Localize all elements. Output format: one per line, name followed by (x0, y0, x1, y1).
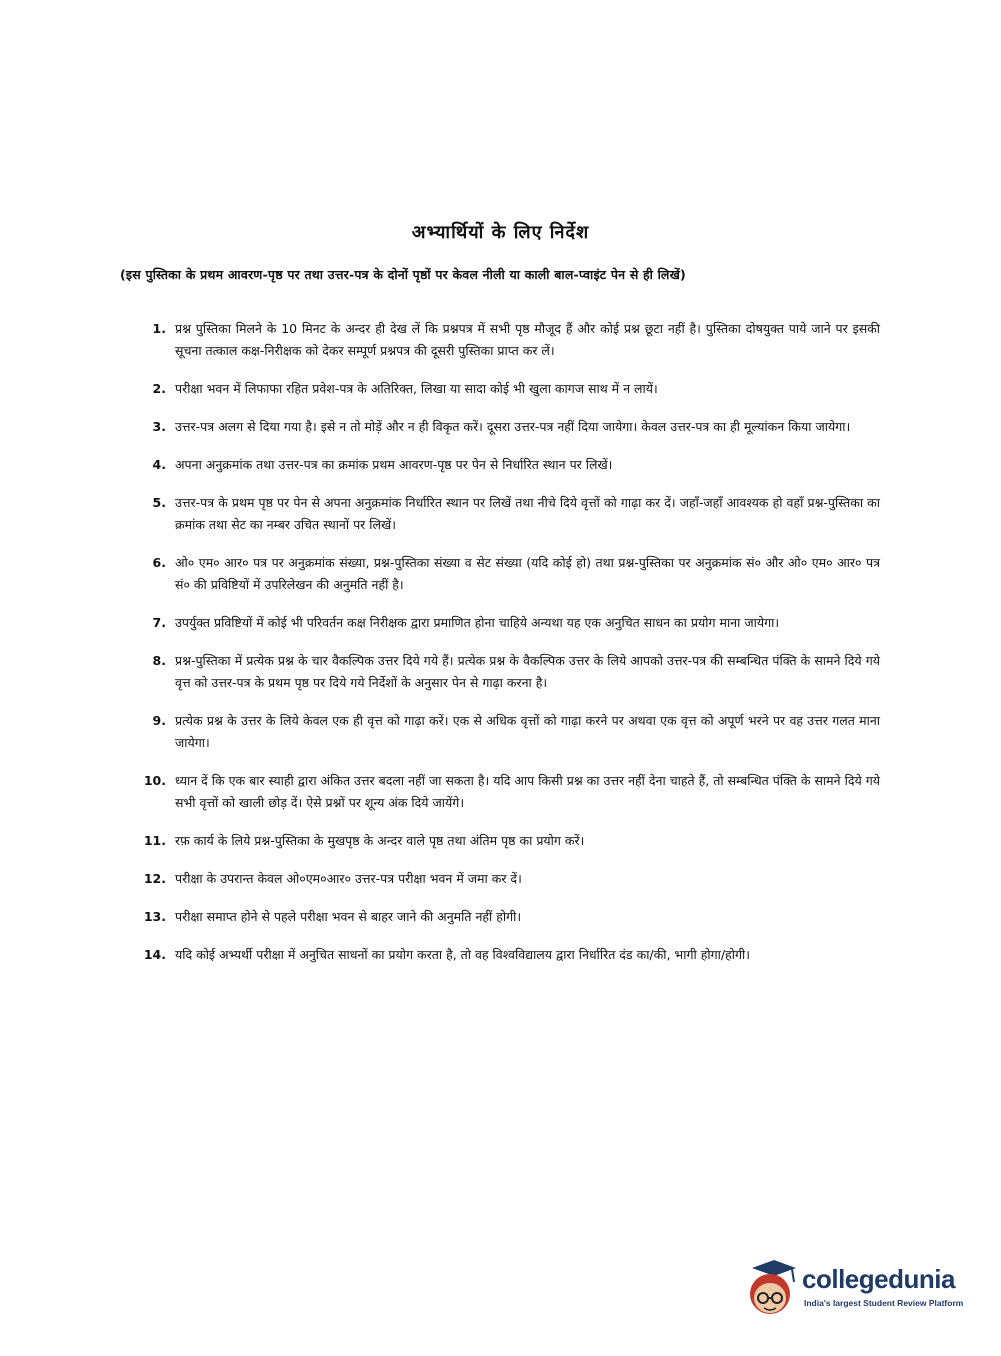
instruction-number: 7. (152, 615, 166, 630)
instruction-item (130, 612, 880, 634)
instruction-item (130, 650, 880, 694)
instruction-number: 3. (152, 419, 166, 434)
brand-tagline: India's largest Student Review Platform (804, 1298, 964, 1308)
instruction-text: परीक्षा भवन में लिफाफा रहित प्रवेश-पत्र के अतिरिक्त, लिखा या सादा कोई भी खुला कागज साथ में न लायें। (175, 381, 658, 396)
instruction-text: प्रत्येक प्रश्न के उत्तर के लिये केवल एक ही वृत्त को गाढ़ा करें। एक से अधिक वृत्तों को गाढ़ा करने पर अथवा एक वृत्त को अपूर्ण भरने पर वह उत्तर गलत माना जायेगा। (175, 713, 880, 750)
instruction-text: यदि कोई अभ्यर्थी परीक्षा में अनुचित साधनों का प्रयोग करता है, तो वह विश्वविद्यालय द्वारा निर्धारित दंड का/की, भागी होगा/होगी। (175, 947, 750, 962)
page-subtitle: (इस पुस्तिका के प्रथम आवरण-पृष्ठ पर तथा उत्तर-पत्र के दोनों पृष्ठों पर केवल नीली या काली बाल-प्वाइंट पेन से ही लिखें) (120, 267, 686, 282)
instruction-number: 5. (152, 495, 166, 510)
instruction-text: ओ० एम० आर० पत्र पर अनुक्रमांक संख्या, प्रश्न-पुस्तिका संख्या व सेट संख्या (यदि कोई हो) तथा प्रश्न-पुस्तिका पर अनुक्रमांक सं० और ओ० एम० आर० पत्र सं० की प्रविष्टियों में उपरिलेखन की अनुमति नहीं है। (175, 555, 880, 592)
instruction-item (130, 318, 880, 362)
instruction-text: उत्तर-पत्र अलग से दिया गया है। इसे न तो मोड़ें और न ही विकृत करें। दूसरा उत्तर-पत्र नहीं दिया जायेगा। केवल उत्तर-पत्र का ही मूल्यांकन किया जायेगा। (175, 419, 851, 434)
instruction-item (130, 944, 880, 966)
instruction-text: उपर्युक्त प्रविष्टियों में कोई भी परिवर्तन कक्ष निरीक्षक द्वारा प्रमाणित होना चाहिये अन्यथा यह एक अनुचित साधन का प्रयोग माना जायेगा। (175, 615, 780, 630)
instruction-item (130, 830, 880, 852)
instruction-number: 8. (152, 653, 166, 668)
mascot-icon (742, 1258, 800, 1320)
brand-name: collegedunia (802, 1264, 955, 1294)
instruction-number: 10. (143, 773, 166, 788)
instruction-text: उत्तर-पत्र के प्रथम पृष्ठ पर पेन से अपना अनुक्रमांक निर्धारित स्थान पर लिखें तथा नीचे दिये वृत्तों को गाढ़ा कर दें। जहाँ-जहाँ आवश्यक हो वहाँ प्रश्न-पुस्तिका का क्रमांक तथा सेट का नम्बर उचित स्थानों पर लिखें। (175, 495, 880, 532)
instruction-number: 11. (143, 833, 166, 848)
instruction-number: 12. (143, 871, 166, 886)
instruction-item (130, 492, 880, 536)
instruction-text: प्रश्न पुस्तिका मिलने के 10 मिनट के अन्दर ही देख लें कि प्रश्नपत्र में सभी पृष्ठ मौजूद हैं और कोई प्रश्न छूटा नहीं है। पुस्तिका दोषयुक्त पाये जाने पर इसकी सूचना तत्काल कक्ष-निरीक्षक को देकर सम्पूर्ण प्रश्नपत्र की दूसरी पुस्तिका प्राप्त कर लें। (175, 321, 880, 358)
instruction-number: 4. (152, 457, 166, 472)
instruction-list (130, 318, 880, 982)
instruction-text: परीक्षा के उपरान्त केवल ओ०एम०आर० उत्तर-पत्र परीक्षा भवन में जमा कर दें। (175, 871, 522, 886)
instruction-item (130, 710, 880, 754)
instruction-text: ध्यान दें कि एक बार स्याही द्वारा अंकित उत्तर बदला नहीं जा सकता है। यदि आप किसी प्रश्न का उत्तर नहीं देना चाहते हैं, तो सम्बन्धित पंक्ति के सामने दिये गये सभी वृत्तों को खाली छोड़ दें। ऐसे प्रश्नों पर शून्य अंक दिये जायेंगे। (175, 773, 880, 810)
instruction-number: 1. (152, 321, 166, 336)
page-title: अभ्यार्थियों के लिए निर्देश (411, 222, 590, 243)
instruction-item (130, 906, 880, 928)
instruction-item (130, 552, 880, 596)
instruction-text: अपना अनुक्रमांक तथा उत्तर-पत्र का क्रमांक प्रथम आवरण-पृष्ठ पर पेन से निर्धारित स्थान पर लिखें। (175, 457, 613, 472)
instruction-number: 6. (152, 555, 166, 570)
instruction-item (130, 378, 880, 400)
collegedunia-logo (742, 1258, 972, 1320)
instruction-text: रफ़ कार्य के लिये प्रश्न-पुस्तिका के मुखपृष्ठ के अन्दर वाले पृष्ठ तथा अंतिम पृष्ठ का प्रयोग करें। (175, 833, 585, 848)
instruction-text: परीक्षा समाप्त होने से पहले परीक्षा भवन से बाहर जाने की अनुमति नहीं होगी। (175, 909, 522, 924)
instruction-number: 9. (152, 713, 166, 728)
instruction-item (130, 454, 880, 476)
instruction-number: 14. (143, 947, 166, 962)
instruction-number: 2. (152, 381, 166, 396)
instruction-number: 13. (143, 909, 166, 924)
instruction-item (130, 868, 880, 890)
instruction-item (130, 770, 880, 814)
instruction-item (130, 416, 880, 438)
instruction-text: प्रश्न-पुस्तिका में प्रत्येक प्रश्न के चार वैकल्पिक उत्तर दिये गये हैं। प्रत्येक प्रश्न के वैकल्पिक उत्तर के लिये आपको उत्तर-पत्र की सम्बन्धित पंक्ति के सामने दिये गये वृत्त को उत्तर-पत्र के प्रथम पृष्ठ पर दिये गये निर्देशों के अनुसार पेन से गाढ़ा करना है। (175, 653, 880, 690)
